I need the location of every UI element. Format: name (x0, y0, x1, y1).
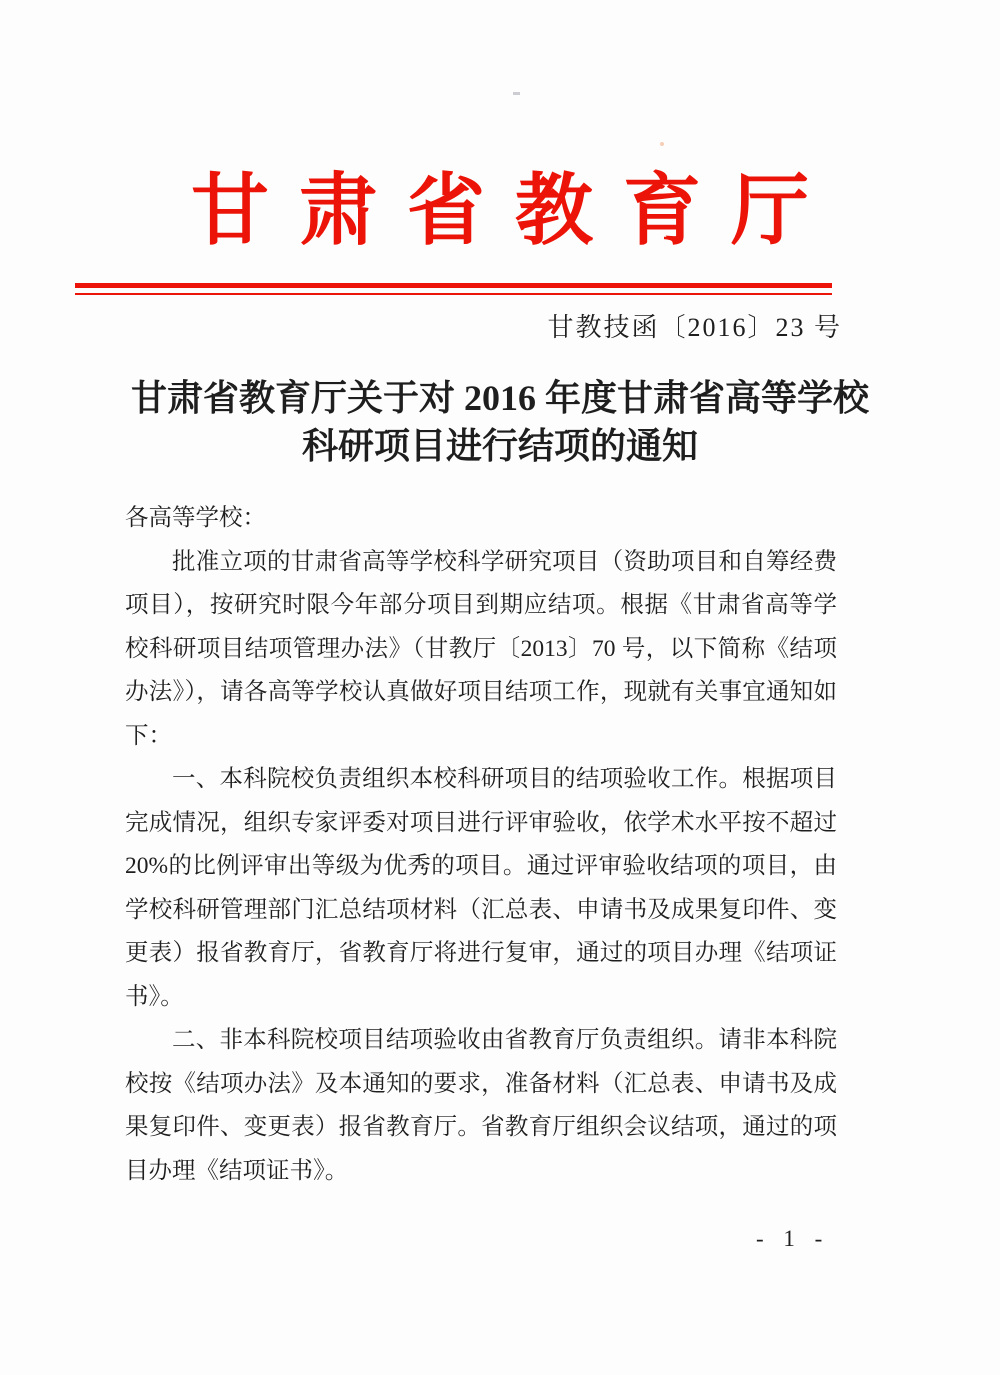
paragraph-item-1: 一、本科院校负责组织本校科研项目的结项验收工作。根据项目完成情况，组织专家评委对项目进行评审验收，依学术水平按不超过 20%的比例评审出等级为优秀的项目。通过评审验收结项的项目，由学校科研管理部门汇总结项材料（汇总表、申请书及成果复印件、变更表）报省教育厅，省教育厅将进行复审，通过的项目办理《结项证书》。 (125, 766, 837, 1010)
red-rule-thick (75, 283, 832, 288)
document-title-line1: 甘肃省教育厅关于对 2016 年度甘肃省高等学校 (130, 378, 869, 418)
red-rule-thin (75, 293, 832, 295)
paragraph-intro: 批准立项的甘肃省高等学校科学研究项目（资助项目和自筹经费项目），按研究时限今年部分项目到期应结项。根据《甘肃省高等学校科研项目结项管理办法》（甘教厅〔2013〕70 号，以下简称《结项办法》），请各高等学校认真做好项目结项工作，现就有关事宜通知如下： (125, 548, 837, 749)
page-number: - 1 - (756, 1226, 830, 1251)
paragraph-item-2: 二、非本科院校项目结项验收由省教育厅负责组织。请非本科院校按《结项办法》及本通知的要求，准备材料（汇总表、申请书及成果复印件、变更表）报省教育厅。省教育厅组织会议结项，通过的项目办理《结项证书》。 (125, 1027, 837, 1184)
salutation: 各高等学校： (125, 505, 266, 531)
scan-speck (660, 142, 664, 146)
document-body (125, 497, 837, 1193)
scan-speck (513, 92, 520, 95)
document-number: 甘教技函〔2016〕23 号 (547, 313, 842, 342)
agency-header: 甘肃省教育厅 (190, 167, 839, 254)
document-title-line2: 科研项目进行结项的通知 (301, 426, 698, 466)
document-title (0, 374, 1000, 470)
